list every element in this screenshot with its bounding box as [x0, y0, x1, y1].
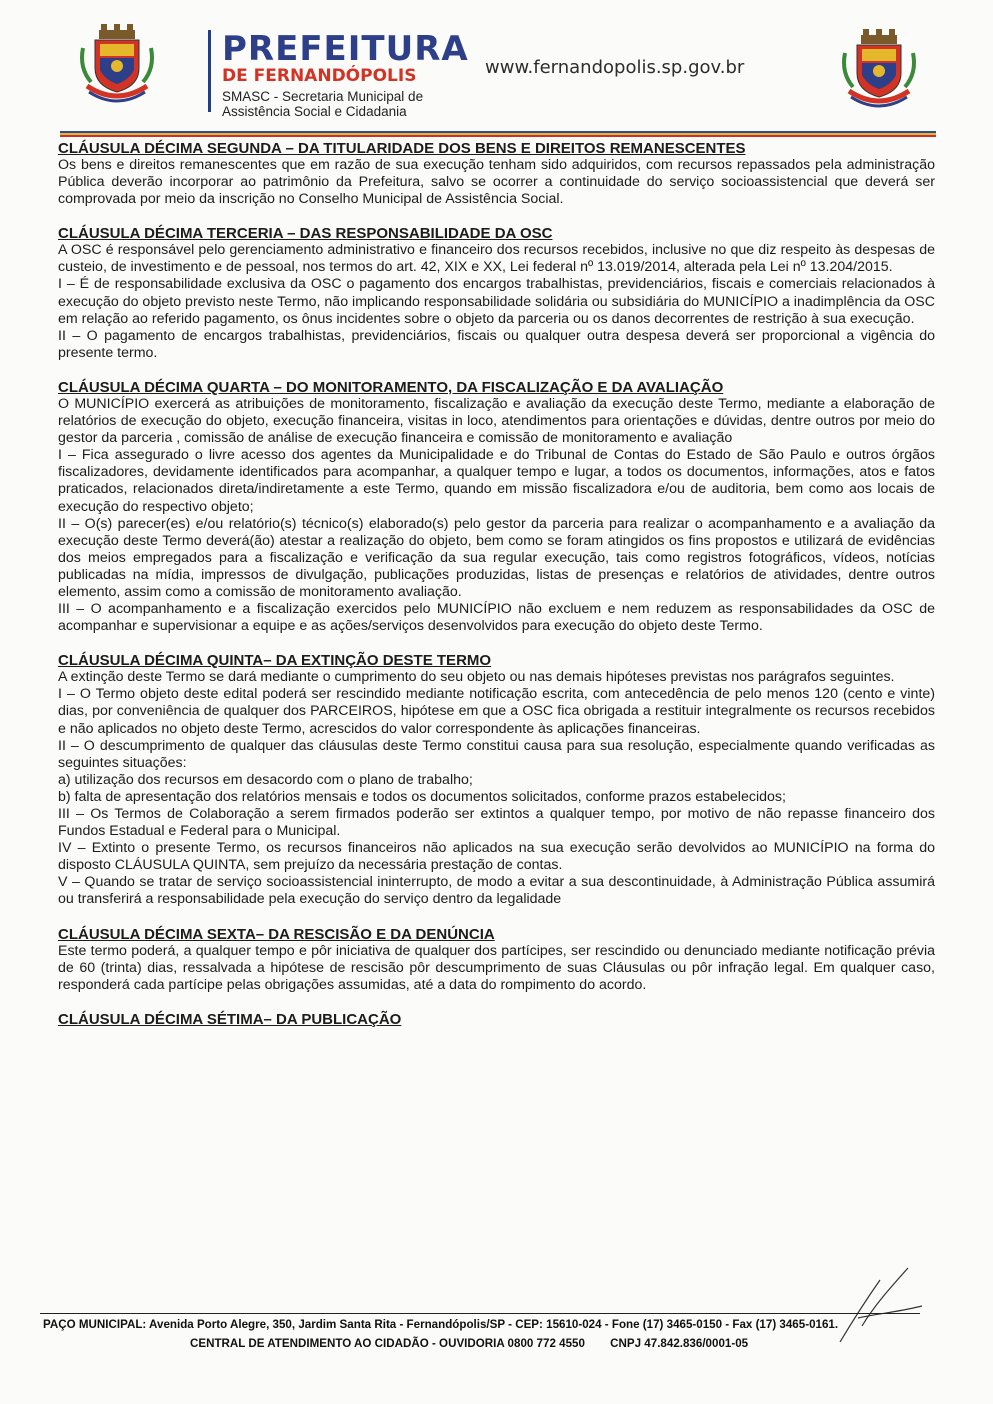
- clause-paragraph: b) falta de apresentação dos relatórios mensais e todos os documentos solicitados, conforme prazos estabelecidos;: [58, 788, 786, 805]
- clause-paragraph: I – O Termo objeto deste edital poderá ser rescindido mediante notificação escrita, com antecedência de pelo menos 120 (cento e vinte) dias, por conveniência de qualquer dos PARCEIROS, hipótese em que a OSC fica obrigada a restituir integralmente os recursos recebidos e não aplicados no objeto deste Termo, acrescidos do valor correspondente às aplicações financeiras.: [58, 686, 935, 737]
- signature-mark: [832, 1262, 924, 1344]
- clause-17: [58, 1011, 935, 1028]
- coat-of-arms-left: [76, 22, 158, 106]
- clause-paragraph: III – O acompanhamento e a fiscalização exercidos pelo MUNICÍPIO não excluem e nem reduzem as responsabilidades da OSC de acompanhar e supervisionar a equipe e as ações/serviços desenvolvidos para execução do objeto deste Termo.: [58, 601, 935, 635]
- clause-paragraph: I – É de responsabilidade exclusiva da OSC o pagamento dos encargos trabalhistas, previdenciários, fiscais e comerciais relacionados à execução do objeto previsto neste Termo, não implicando responsabilidade solidária ou subsidiária do MUNICÍPIO a inadimplência da OSC em relação ao referido pagamento, os ônus incidentes sobre o objeto da parceria ou os danos decorrentes de restrição à sua execução.: [58, 276, 935, 327]
- department-line-2: Assistência Social e Cidadania: [222, 104, 407, 119]
- clause-paragraph: A OSC é responsável pelo gerenciamento administrativo e financeiro dos recursos recebidos, inclusive no que diz respeito às despesas de custeio, de investimento e de pessoal, nos termos do art. 42, XIX e XX, Lei federal nº 13.019/2014, alterada pela Lei nº 13.204/2015.: [58, 242, 935, 276]
- clause-16: [58, 926, 935, 994]
- clause-heading: CLÁUSULA DÉCIMA SEGUNDA – DA TITULARIDADE DOS BENS E DIREITOS REMANESCENTES: [58, 140, 746, 157]
- header-stripe-red: [60, 135, 936, 137]
- clause-14: [58, 379, 935, 635]
- page-title: PREFEITURA: [222, 29, 469, 69]
- footer-address: PAÇO MUNICIPAL: Avenida Porto Alegre, 350, Jardim Santa Rita - Fernandópolis/SP - CEP: 15610-024 - Fone (17) 3465-0150 - Fax (17) 3465-0161.: [43, 1318, 839, 1331]
- website-url[interactable]: www.fernandopolis.sp.gov.br: [485, 57, 745, 78]
- page-subtitle: DE FERNANDÓPOLIS: [222, 66, 417, 86]
- clause-paragraph: A extinção deste Termo se dará mediante o cumprimento do seu objeto ou nas demais hipóteses previstas nos parágrafos seguintes.: [58, 669, 895, 686]
- clause-heading: CLÁUSULA DÉCIMA QUINTA– DA EXTINÇÃO DESTE TERMO: [58, 652, 492, 670]
- header-divider: [208, 30, 211, 112]
- clause-paragraph: III – Os Termos de Colaboração a serem firmados poderão ser extintos a qualquer tempo, por motivo de não repasse financeiro dos Fundos Estadual e Federal para o Municipal.: [58, 806, 935, 840]
- clause-13: [58, 225, 935, 362]
- clause-heading: CLÁUSULA DÉCIMA TERCERIA – DAS RESPONSABILIDADE DA OSC: [58, 225, 553, 243]
- clause-paragraph: O MUNICÍPIO exercerá as atribuições de monitoramento, fiscalização e avaliação da execução deste Termo, mediante a elaboração de relatórios de execução do objeto, execução financeira, visitas in loco, atendimentos para orientações e dúvidas, dentre outros por meio do gestor da parceria , comissão de análise de execução financeira e comissão de monitoramento e avaliação: [58, 395, 935, 447]
- clause-heading: CLÁUSULA DÉCIMA SEXTA– DA RESCISÃO E DA DENÚNCIA: [58, 925, 495, 943]
- document-body: [58, 140, 935, 1045]
- footer-divider: [40, 1313, 920, 1314]
- clause-paragraph: II – O descumprimento de qualquer das cláusulas deste Termo constitui causa para sua resolução, especialmente quando verificadas as seguintes situações:: [58, 737, 935, 771]
- footer-contact: [190, 1337, 748, 1350]
- clause-paragraph: II – O pagamento de encargos trabalhistas, previdenciários, fiscais ou qualquer outra despesa deverá ser proporcional a vigência do presente termo.: [58, 327, 935, 361]
- clause-heading: CLÁUSULA DÉCIMA SÉTIMA– DA PUBLICAÇÃO: [58, 1010, 402, 1028]
- clause-paragraph: V – Quando se tratar de serviço socioassistencial ininterrupto, de modo a evitar a sua descontinuidade, à Administração Pública assumirá ou transferirá a responsabilidade pela execução do serviço dentro da legalidade: [58, 874, 935, 908]
- department-name: [222, 89, 423, 119]
- coat-of-arms-right: [838, 27, 920, 111]
- footer-cnpj: CNPJ 47.842.836/0001-05: [610, 1337, 749, 1350]
- footer-ombudsman: CENTRAL DE ATENDIMENTO AO CIDADÃO - OUVIDORIA 0800 772 4550: [190, 1337, 585, 1350]
- clause-paragraph: I – Fica assegurado o livre acesso dos agentes da Municipalidade e do Tribunal de Contas do Estado de São Paulo e outros órgãos fiscalizadores, devidamente identificados para acompanhar, a qualquer tempo e lugar, a todos os documentos, informações, atos e fatos praticados, relacionados direta/indiretamente a este Termo, quando em missão fiscalizadora e/ou de auditoria, bem como aos locais de execução do respectivo objeto;: [58, 447, 935, 515]
- clause-paragraph: a) utilização dos recursos em desacordo com o plano de trabalho;: [58, 771, 473, 788]
- clause-15: [58, 652, 935, 908]
- clause-paragraph: IV – Extinto o presente Termo, os recursos financeiros não aplicados na sua execução serão devolvidos ao MUNICÍPIO na forma do disposto CLÁUSULA QUINTA, sem prejuízo da necessária prestação de contas.: [58, 840, 935, 874]
- clause-paragraph: II – O(s) parecer(es) e/ou relatório(s) técnico(s) elaborado(s) pelo gestor da parceria para realizar o acompanhamento e a avaliação da execução deste Termo deverá(ão) atestar a realização do objeto, bem como se foram atingidos os fins propostos e utilizará de evidências dos meios empregados para a fiscalização e verificação da sua regular execução, tais como registros fotográficos, vídeos, notícias publicadas na mídia, impressos de divulgação, publicações produzidas, listas de presenças e relatórios de atividades, dentre outros elemento, assim como a comissão de monitoramento avaliação.: [58, 515, 935, 600]
- clause-paragraph: Este termo poderá, a qualquer tempo e pôr iniciativa de qualquer dos partícipes, ser rescindido ou denunciado mediante notificação prévia de 60 (trinta) dias, ressalvada a hipótese de rescisão pôr descumprimento de suas Cláusulas ou pôr infração legal. Em qualquer caso, responderá cada partícipe pelas obrigações assumidas, até a data do rompimento do acordo.: [58, 942, 935, 993]
- clause-paragraph: Os bens e direitos remanescentes que em razão de sua execução tenham sido adquiridos, com recursos repassados pela administração Pública deverão incorporar ao patrimônio da Prefeitura, salvo se ocorrer a continuidade do serviço socioassistencial que deverá ser comprovada por meio da inscrição no Conselho Municipal de Assistência Social.: [58, 157, 935, 208]
- department-line-1: SMASC - Secretaria Municipal de: [222, 89, 424, 104]
- clause-12: [58, 140, 935, 208]
- clause-heading: CLÁUSULA DÉCIMA QUARTA – DO MONITORAMENTO, DA FISCALIZAÇÃO E DA AVALIAÇÃO: [58, 378, 724, 396]
